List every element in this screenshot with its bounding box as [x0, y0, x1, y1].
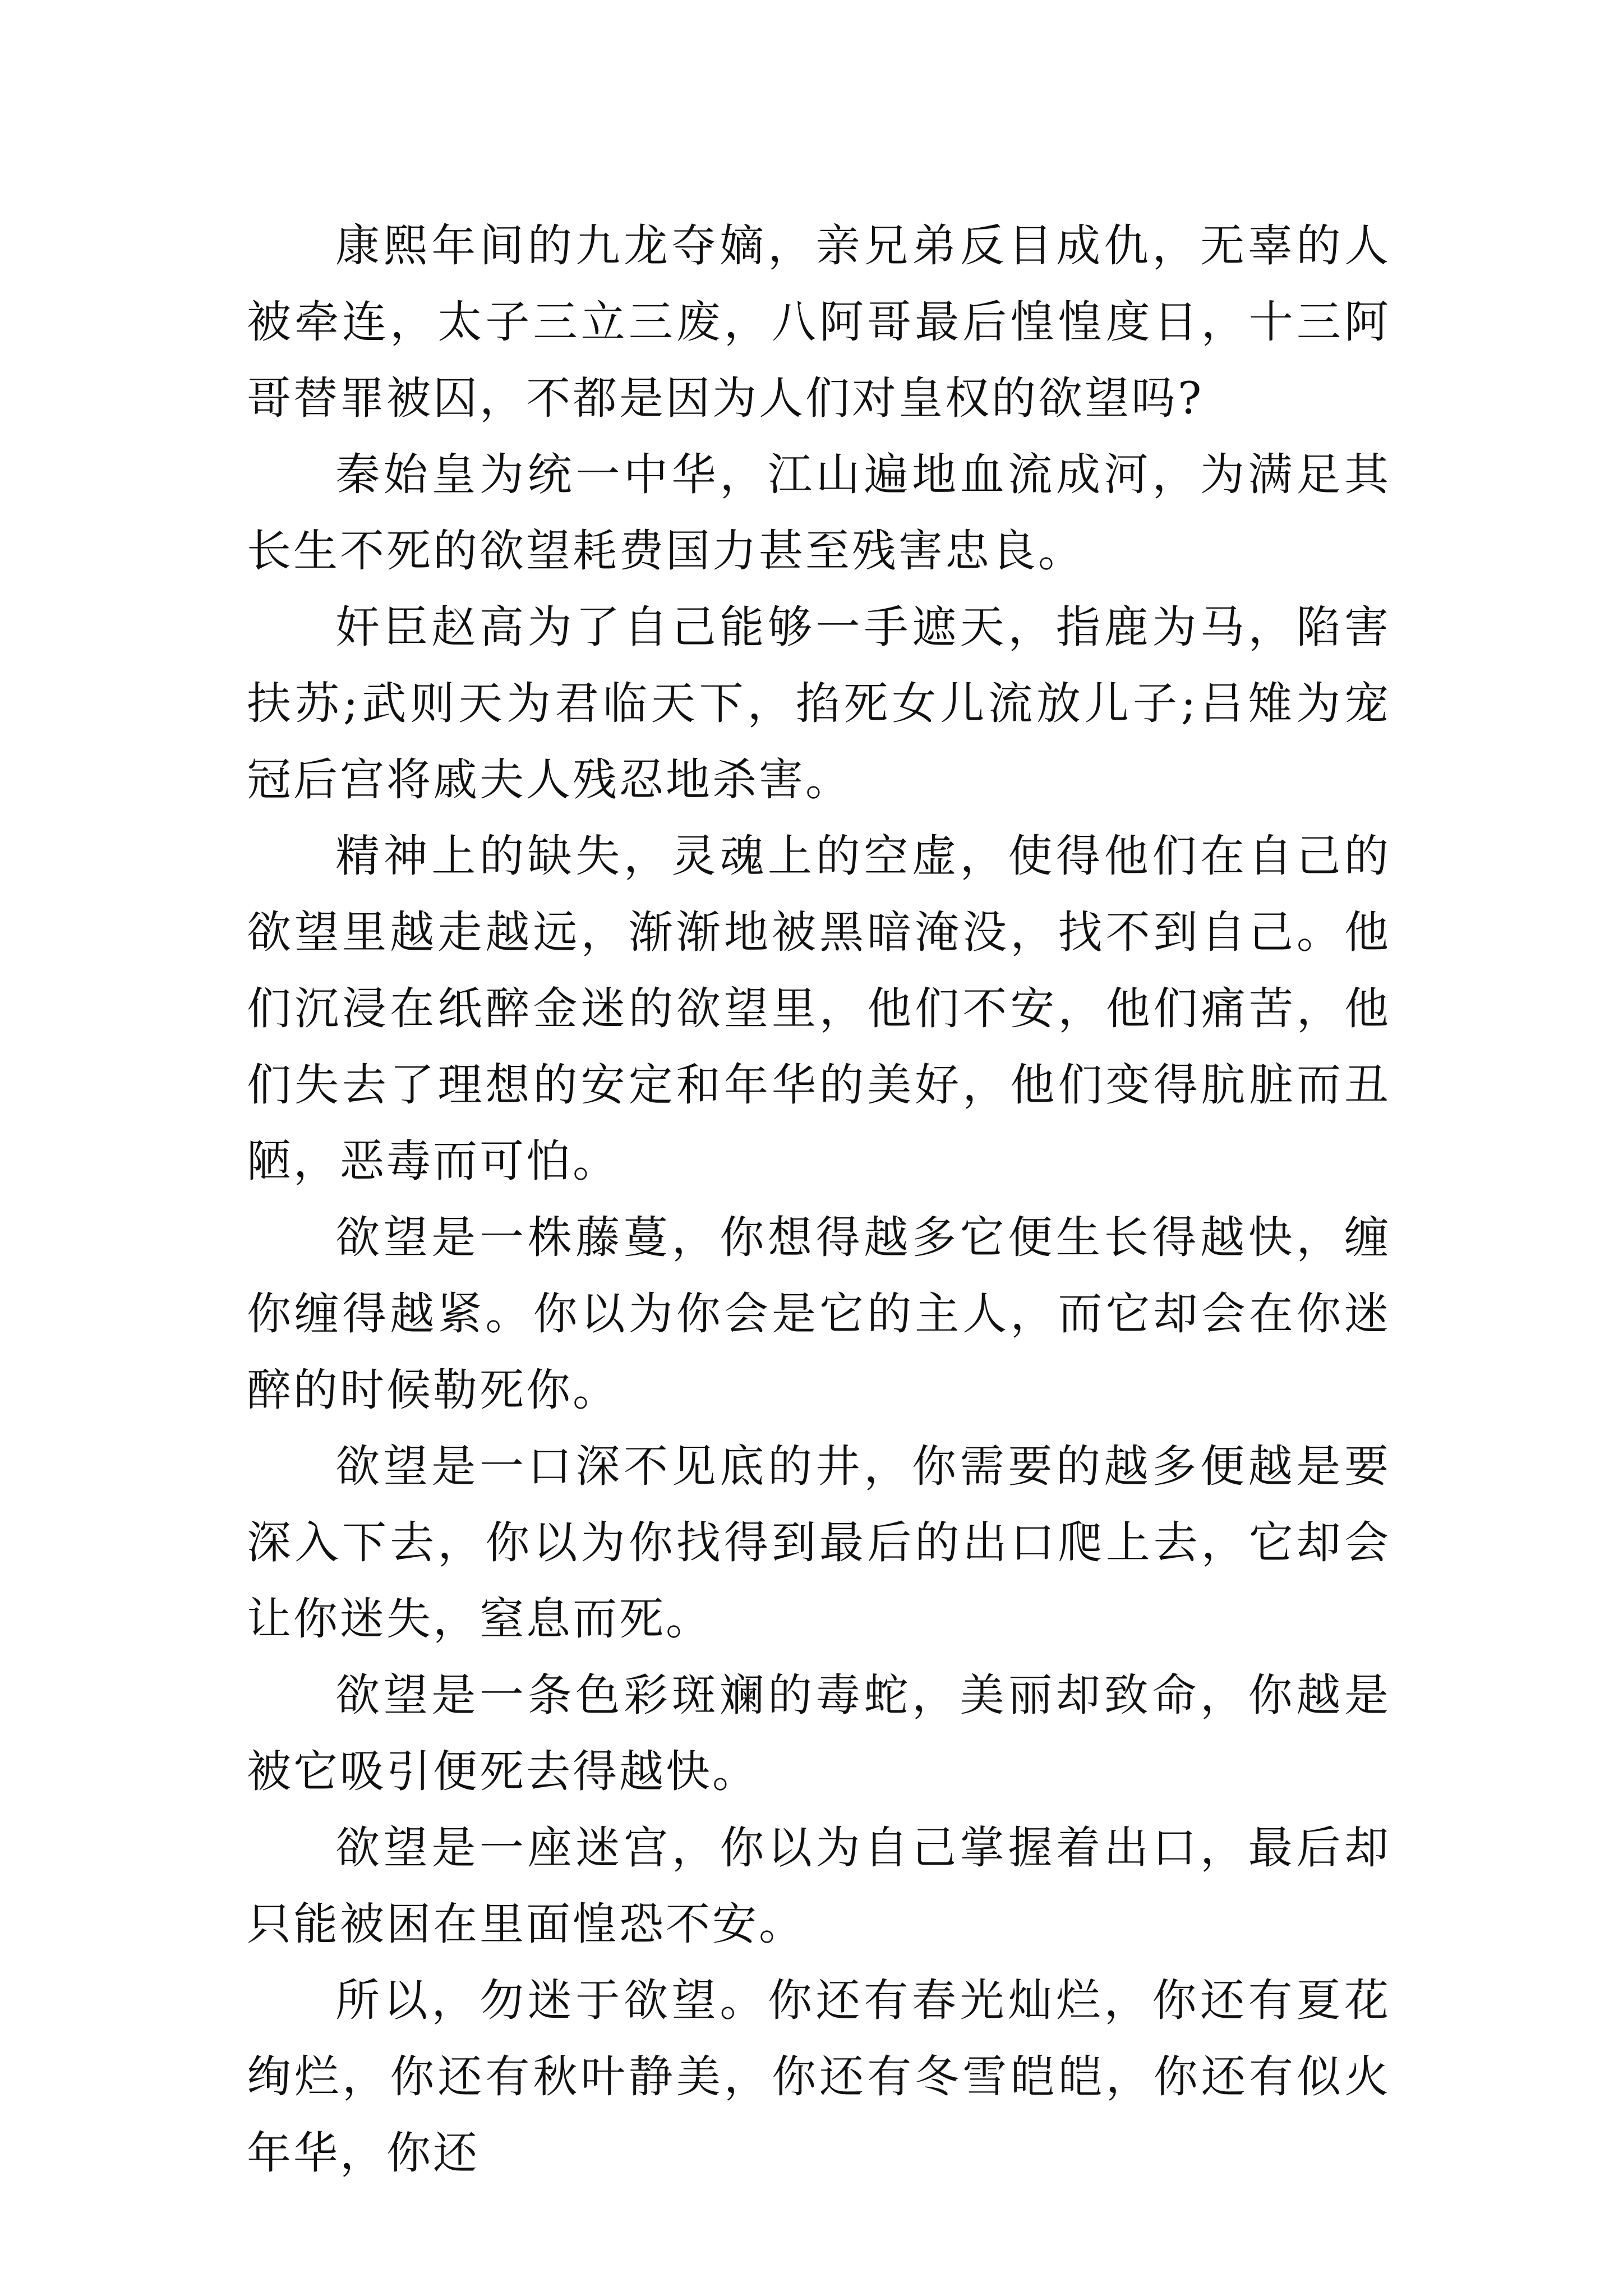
paragraph-2: 秦始皇为统一中华，江山遍地血流成河，为满足其长生不死的欲望耗费国力甚至残害忠良。 [247, 449, 1391, 577]
paragraph-9: 所以，勿迷于欲望。你还有春光灿烂，你还有夏花绚烂，你还有秋叶静美，你还有冬雪皑皑，你还有似火年华，你还 [247, 1975, 1391, 2179]
paragraph-3: 奸臣赵高为了自己能够一手遮天，指鹿为马，陷害扶苏;武则天为君临天下，掐死女儿流放儿子;吕雉为宠冠后宫将戚夫人残忍地杀害。 [247, 601, 1391, 806]
paragraph-7: 欲望是一条色彩斑斓的毒蛇，美丽却致命，你越是被它吸引便死去得越快。 [247, 1669, 1391, 1797]
paragraph-5: 欲望是一株藤蔓，你想得越多它便生长得越快，缠你缠得越紧。你以为你会是它的主人，而它却会在你迷醉的时候勒死你。 [247, 1212, 1391, 1416]
paragraph-4: 精神上的缺失，灵魂上的空虚，使得他们在自己的欲望里越走越远，渐渐地被黑暗淹没，找不到自己。他们沉浸在纸醉金迷的欲望里，他们不安，他们痛苦，他们失去了理想的安定和年华的美好，他们变得肮脏而丑陋，恶毒而可怕。 [247, 830, 1391, 1187]
article-body [247, 208, 1391, 2191]
paragraph-1: 康熙年间的九龙夺嫡，亲兄弟反目成仇，无辜的人被牵连，太子三立三废，八阿哥最后惶惶度日，十三阿哥替罪被囚，不都是因为人们对皇权的欲望吗? [247, 220, 1391, 424]
paragraph-8: 欲望是一座迷宫，你以为自己掌握着出口，最后却只能被困在里面惶恐不安。 [247, 1822, 1391, 1950]
paragraph-6: 欲望是一口深不见底的井，你需要的越多便越是要深入下去，你以为你找得到最后的出口爬上去，它却会让你迷失，窒息而死。 [247, 1441, 1391, 1645]
